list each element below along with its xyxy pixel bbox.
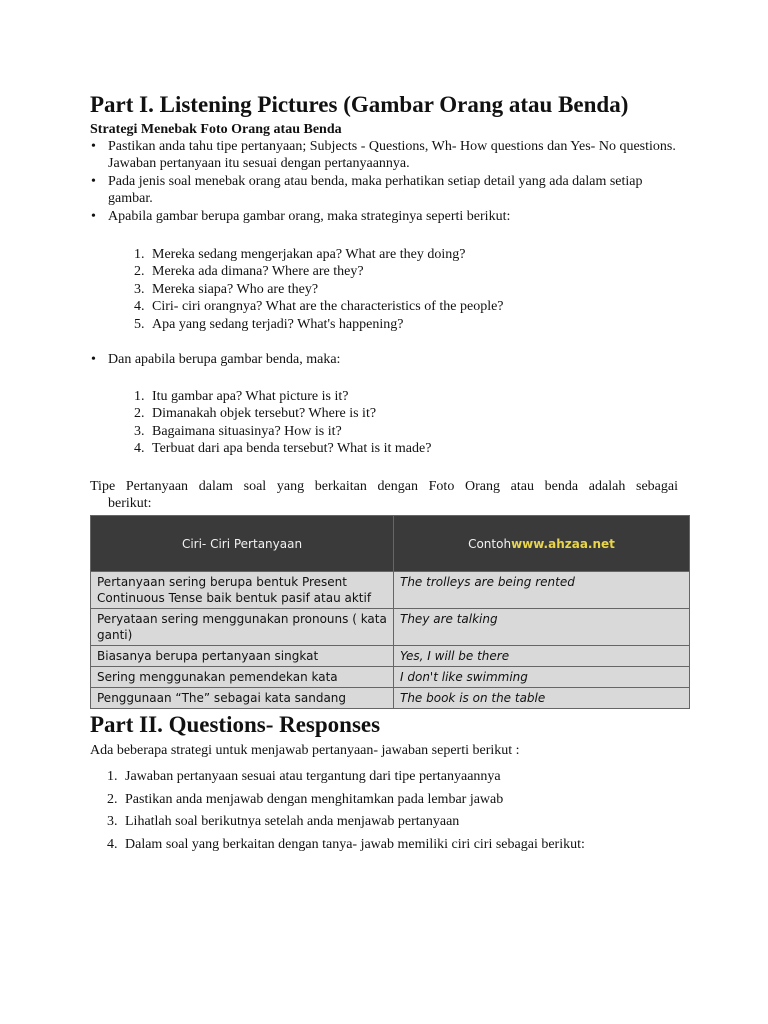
bullet-dot: • bbox=[91, 352, 96, 367]
table-cell: Pertanyaan sering berupa bentuk Present Continuous Tense baik bentuk pasif atau aktif bbox=[91, 572, 394, 609]
list-text: Mereka ada dimana? Where are they? bbox=[152, 264, 364, 280]
list-item bbox=[107, 789, 585, 812]
response-strategy-list bbox=[107, 766, 585, 856]
header-cell-text: Contoh bbox=[468, 536, 512, 551]
part2-title: Part II. Questions- Responses bbox=[90, 712, 381, 737]
list-item bbox=[134, 316, 504, 333]
part1-title: Part I. Listening Pictures (Gambar Orang atau Benda) bbox=[90, 92, 629, 117]
list-number: 3. bbox=[134, 423, 145, 439]
table-row bbox=[91, 667, 690, 688]
header-cell: Ciri- Ciri Pertanyaan bbox=[91, 516, 394, 572]
strategy-bullets bbox=[90, 138, 690, 226]
list-text: Itu gambar apa? What picture is it? bbox=[152, 389, 349, 404]
list-text: Bagaimana situasinya? How is it? bbox=[152, 423, 342, 439]
bullet-item: • Pada jenis soal menebak orang atau benda, maka perhatikan setiap detail yang ada dalam setiap gambar. bbox=[90, 173, 690, 207]
list-text: Pastikan anda menjawab dengan menghitamkan pada lembar jawab bbox=[125, 791, 504, 807]
list-number: 2. bbox=[107, 791, 118, 807]
table-row bbox=[91, 688, 690, 709]
table-cell: Penggunaan “The” sebagai kata sandang bbox=[91, 688, 394, 709]
table-row bbox=[91, 609, 690, 646]
table-cell: Yes, I will be there bbox=[394, 646, 690, 667]
list-text: Jawaban pertanyaan sesuai atau tergantung dari tipe pertanyaannya bbox=[125, 769, 501, 784]
list-item bbox=[107, 811, 585, 834]
list-item bbox=[134, 423, 431, 440]
list-number: 1. bbox=[134, 247, 145, 262]
list-number: 1. bbox=[107, 769, 118, 784]
list-item bbox=[107, 834, 585, 857]
list-item bbox=[134, 388, 431, 405]
list-text: Mereka sedang mengerjakan apa? What are they doing? bbox=[152, 247, 466, 262]
table-cell: They are talking bbox=[394, 609, 690, 646]
list-number: 5. bbox=[134, 316, 145, 332]
objects-strategy-list bbox=[134, 388, 431, 458]
list-text: Dimanakah objek tersebut? Where is it? bbox=[152, 406, 377, 422]
paragraph-line: berikut: bbox=[108, 496, 152, 511]
watermark: www.ahzaa.net bbox=[511, 536, 615, 551]
list-item bbox=[134, 298, 504, 315]
header-cell bbox=[394, 516, 690, 572]
part1-subtitle: Strategi Menebak Foto Orang atau Benda bbox=[90, 122, 342, 137]
list-text: Ciri- ciri orangnya? What are the characteristics of the people? bbox=[152, 299, 504, 315]
bullet-item: • Apabila gambar berupa gambar orang, maka strateginya seperti berikut: bbox=[90, 208, 690, 225]
list-item bbox=[107, 766, 585, 789]
list-number: 1. bbox=[134, 389, 145, 404]
list-number: 4. bbox=[134, 441, 145, 457]
table-cell: Sering menggunakan pemendekan kata bbox=[91, 667, 394, 688]
list-text: Mereka siapa? Who are they? bbox=[152, 281, 319, 297]
list-text: Lihatlah soal berikutnya setelah anda menjawab pertanyaan bbox=[125, 814, 460, 829]
list-item bbox=[134, 246, 504, 263]
list-item bbox=[134, 281, 504, 298]
list-item bbox=[134, 405, 431, 422]
bullet-objects bbox=[90, 351, 340, 368]
people-strategy-list bbox=[134, 246, 504, 333]
question-type-paragraph bbox=[90, 478, 678, 512]
list-text: Dalam soal yang berkaitan dengan tanya- jawab memiliki ciri ciri sebagai berikut: bbox=[125, 836, 585, 852]
table-cell: Biasanya berupa pertanyaan singkat bbox=[91, 646, 394, 667]
paragraph-line: Tipe Pertanyaan dalam soal yang berkaitan dengan Foto Orang atau benda adalah sebagai bbox=[90, 479, 678, 494]
list-item bbox=[134, 440, 431, 457]
part2-intro: Ada beberapa strategi untuk menjawab pertanyaan- jawaban seperti berikut : bbox=[90, 743, 520, 758]
list-number: 2. bbox=[134, 406, 145, 422]
list-item bbox=[134, 263, 504, 280]
list-number: 2. bbox=[134, 264, 145, 280]
table-cell: I don't like swimming bbox=[394, 667, 690, 688]
bullet-objects-text: Dan apabila berupa gambar benda, maka: bbox=[108, 352, 341, 367]
table-cell: The book is on the table bbox=[394, 688, 690, 709]
table-row bbox=[91, 646, 690, 667]
table-cell: The trolleys are being rented bbox=[394, 572, 690, 609]
list-number: 3. bbox=[107, 814, 118, 829]
list-text: Apa yang sedang terjadi? What's happening? bbox=[152, 316, 404, 332]
list-text: Terbuat dari apa benda tersebut? What is it made? bbox=[152, 441, 432, 457]
table-row bbox=[91, 572, 690, 609]
list-number: 3. bbox=[134, 281, 145, 297]
table-header-row bbox=[91, 516, 690, 572]
table-cell: Peryataan sering menggunakan pronouns ( kata ganti) bbox=[91, 609, 394, 646]
list-number: 4. bbox=[134, 299, 145, 315]
question-characteristics-table bbox=[90, 515, 690, 709]
bullet-item: • Pastikan anda tahu tipe pertanyaan; Subjects - Questions, Wh- How questions dan Yes- No questions. Jawaban pertanyaan itu sesuai dengan pertanyaannya. bbox=[90, 138, 690, 172]
list-number: 4. bbox=[107, 836, 118, 852]
